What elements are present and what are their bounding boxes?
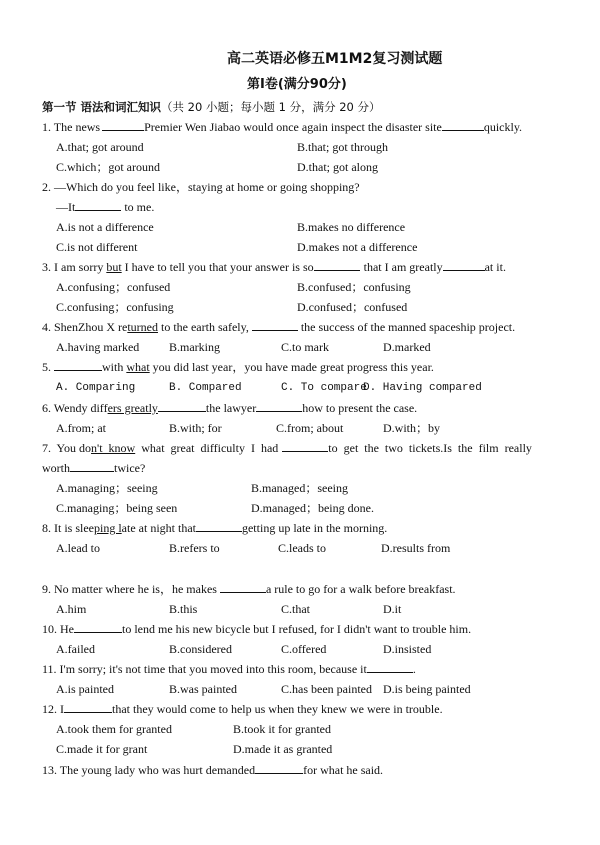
answer-blank [443,260,485,271]
section-label: 第一节 语法和词汇知识 [42,100,162,114]
answer-blank [74,622,122,633]
question-8: 8. It is sleeping late at night that getting up late in the morning. [42,521,388,535]
section-detail: （共 20 小题；每小题 1 分，满分 20 分） [161,100,381,114]
answer-blank [314,260,360,271]
question-9: 9. No matter where he is，he makes a rule to go for a walk before breakfast. [42,582,456,596]
option-d: D.made it as granted [233,742,333,756]
option-b: B.with; for [169,421,222,435]
option-d: D.with；by [383,421,441,435]
question-7-line2: worth twice? [42,461,146,475]
answer-blank [54,360,102,371]
option-c: C. To compare [281,382,367,394]
option-a: A.is not a difference [56,220,154,234]
option-d: D.results from [381,541,451,555]
answer-blank [102,120,144,131]
question-5: 5. with what you did last year，you have made great progress this year. [42,360,434,374]
option-c: C.confusing；confusing [56,300,174,314]
option-b: B.this [169,602,198,616]
option-a: A.confusing；confused [56,280,171,294]
option-c: C.managing；being seen [56,501,178,515]
option-b: B.makes no difference [297,220,406,234]
question-10: 10. He to lend me his new bicycle but I refused, for I didn't want to trouble him. [42,622,472,636]
option-c: C.from; about [276,421,344,435]
question-7: 7. You don't know what great difficulty I had to get the two tickets.Is the film really [42,441,532,455]
answer-blank [367,662,413,673]
option-b: B. Compared [169,382,242,394]
option-a: A.managing；seeing [56,481,158,495]
question-2-line2: —It to me. [56,200,155,214]
page-subtitle: 第Ⅰ卷(满分90分) [247,77,347,92]
option-d: D. Having compared [363,382,482,394]
option-a: A.that; got around [56,140,144,154]
option-c: C.offered [281,642,327,656]
option-a: A.is painted [56,682,114,696]
question-2: 2. —Which do you feel like，staying at home or going shopping? [42,180,360,194]
question-12: 12. I that they would come to help us when they knew we were in trouble. [42,702,443,716]
option-b: B.refers to [169,541,220,555]
answer-blank [282,441,328,452]
answer-blank [75,200,121,211]
answer-blank [442,120,484,131]
option-d: D.is being painted [383,682,471,696]
option-c: C.leads to [278,541,326,555]
answer-blank [196,521,242,532]
option-c: C.that [281,602,310,616]
option-d: D.confused；confused [297,300,408,314]
answer-blank [64,702,112,713]
option-a: A.having marked [56,340,140,354]
section-heading [42,100,381,114]
question-4: 4. ShenZhou X returned to the earth safely, the success of the manned spaceship project. [42,320,516,334]
option-b: B.took it for granted [233,722,331,736]
option-d: D.managed；being done. [251,501,374,515]
answer-blank [252,320,298,331]
option-d: D.insisted [383,642,432,656]
option-b: B.marking [169,340,220,354]
option-d: D.marked [383,340,431,354]
answer-blank [256,401,302,412]
option-c: C.to mark [281,340,329,354]
answer-blank [255,763,303,774]
answer-blank [220,582,266,593]
page-title: 高二英语必修五M1M2复习测试题 [227,51,443,67]
option-d: D.that; got along [297,160,378,174]
answer-blank [70,461,114,472]
question-3: 3. I am sorry but I have to tell you that your answer is so that I am greatly at it. [42,260,506,274]
option-b: B.confused；confusing [297,280,411,294]
option-d: D.makes not a difference [297,240,418,254]
option-c: C.has been painted [281,682,372,696]
option-c: C.which；got around [56,160,160,174]
question-11: 11. I'm sorry; it's not time that you moved into this room, because it . [42,662,416,676]
option-c: C.is not different [56,240,138,254]
option-b: B.managed；seeing [251,481,348,495]
question-1: 1. The news Premier Wen Jiabao would once again inspect the disaster site quickly. [42,120,523,134]
option-d: D.it [383,602,402,616]
option-b: B.considered [169,642,232,656]
question-6: 6. Wendy differs greatly the lawyer how to present the case. [42,401,418,415]
option-a: A.lead to [56,541,100,555]
option-b: B.was painted [169,682,237,696]
question-13: 13. The young lady who was hurt demanded for what he said. [42,763,384,777]
option-b: B.that; got through [297,140,388,154]
option-a: A.him [56,602,87,616]
option-a: A.took them for granted [56,722,172,736]
answer-blank [158,401,206,412]
option-c: C.made it for grant [56,742,148,756]
option-a: A.from; at [56,421,106,435]
option-a: A. Comparing [56,382,136,394]
option-a: A.failed [56,642,95,656]
